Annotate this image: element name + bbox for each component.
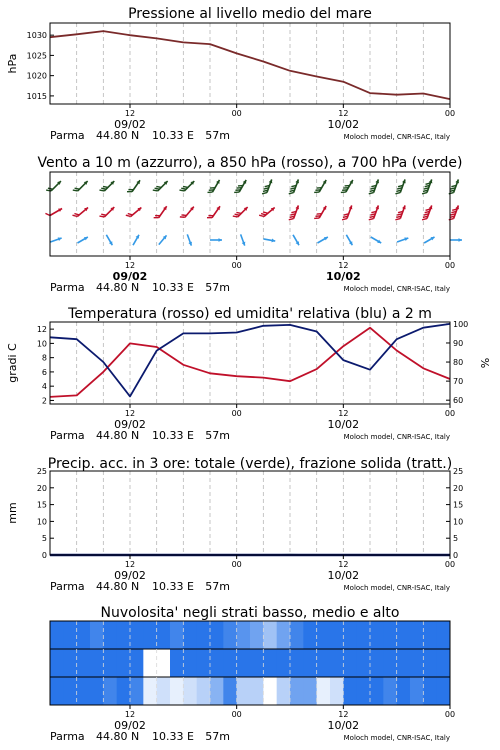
temperature-line [50, 328, 450, 397]
location-name: Parma [50, 129, 85, 142]
location-lat: 44.80 N [96, 429, 140, 442]
cloud-cell [183, 621, 197, 649]
y-axis-label: hPa [6, 53, 19, 74]
cloud-row-medio [50, 649, 451, 677]
wind-barb [207, 206, 220, 217]
wind-barb [179, 181, 194, 191]
x-date-label: 09/02 [114, 418, 146, 431]
x-tick-label: 00 [444, 560, 456, 569]
cloud-cell [277, 677, 291, 705]
wind-feather [262, 193, 267, 194]
y-tick-label: 25 [36, 467, 47, 476]
x-tick-label: 12 [338, 710, 349, 719]
cloud-cell [437, 677, 451, 705]
location-lon: 10.33 E [152, 730, 194, 743]
location-name: Parma [50, 429, 85, 442]
cloud-cell [330, 677, 344, 705]
plot-frame-2 [50, 322, 450, 404]
cloud-cell [130, 677, 144, 705]
cloud-cell [90, 621, 104, 649]
x-tick-label: 12 [124, 560, 136, 569]
y-tick-label: 6 [41, 367, 47, 377]
cloud-cell [423, 649, 437, 677]
wind-feather [101, 188, 106, 189]
chart-title-wind: Vento a 10 m (azzurro), a 850 hPa (rosso), a 700 hPa (verde) [37, 155, 463, 171]
cloud-cell [223, 677, 237, 705]
wind-feather [395, 219, 400, 220]
cloud-cell [423, 677, 437, 705]
wind-barb [45, 209, 62, 216]
wind-barb [106, 235, 112, 245]
cloud-cell [290, 621, 304, 649]
x-tick-label: 00 [444, 261, 456, 270]
x-date-label: 10/02 [327, 418, 360, 431]
chart-title-precipitation: Precip. acc. in 3 ore: totale (verde), frazione solida (tratt.) [47, 456, 453, 472]
wind-barb [77, 237, 87, 243]
cloud-cell [103, 677, 117, 705]
wind-barb [317, 237, 327, 243]
wind-feather [449, 219, 454, 220]
wind-barb [159, 235, 167, 244]
x-date-label: 10/02 [327, 719, 360, 732]
y-tick-label: 15 [36, 500, 47, 510]
wind-feather [73, 190, 78, 191]
cloud-cell [423, 621, 437, 649]
wind-feather [156, 186, 161, 187]
cloud-cell [50, 649, 64, 677]
y-tick-label: 1030 [26, 31, 47, 41]
y-tick-label: 15 [453, 500, 464, 510]
x-tick-label: 00 [444, 710, 456, 719]
cloud-cell [63, 677, 77, 705]
cloud-cell [170, 621, 184, 649]
cloud-cell [90, 677, 104, 705]
cloud-cell [50, 621, 64, 649]
cloud-cell [263, 649, 277, 677]
location-name: Parma [50, 580, 85, 593]
y2-axis-label: % [479, 357, 492, 369]
wind-barb [234, 180, 246, 193]
wind-barb [450, 238, 462, 242]
cloud-cell [410, 649, 424, 677]
wind-feather [179, 190, 184, 191]
model-credit: Moloch model, CNR-ISAC, Italy [343, 584, 450, 592]
cloud-row-alto [50, 621, 451, 649]
cloud-cell [263, 677, 277, 705]
chart-title-temperature: Temperatura (rosso) ed umidita' relativa (blu) a 2 m [68, 306, 432, 322]
humidity-line [50, 324, 450, 397]
cloud-cell [143, 621, 157, 649]
wind-barb [127, 180, 140, 191]
chart-title-cloud: Nuvolosita' negli strati basso, medio e alto [100, 605, 400, 621]
wind-feather [422, 219, 427, 220]
cloud-cell [303, 621, 317, 649]
x-tick-label: 12 [338, 560, 349, 569]
location-elevation: 57m [205, 580, 230, 593]
location-elevation: 57m [205, 281, 230, 294]
chart-title-pressure: Pressione al livello medio del mare [128, 6, 372, 22]
plot-frame-0 [50, 23, 450, 104]
x-date-label: 09/02 [114, 569, 146, 582]
x-tick-label: 00 [231, 261, 242, 270]
cloud-cell [223, 621, 237, 649]
y-tick-label: 90 [453, 338, 464, 348]
wind-feather [99, 190, 104, 191]
wind-barb [187, 234, 192, 245]
location-lat: 44.80 N [96, 580, 140, 593]
wind-barb [263, 239, 275, 243]
wind-feather [103, 186, 108, 187]
cloud-cell [397, 677, 411, 705]
cloud-cell [50, 677, 64, 705]
wind-feather [369, 219, 374, 220]
x-tick-label: 12 [124, 109, 136, 118]
cloud-cell [210, 621, 224, 649]
wind-barb [99, 181, 114, 191]
wind-barb [424, 237, 434, 243]
y-tick-label: 0 [41, 551, 47, 560]
cloud-cell [183, 677, 197, 705]
location-name: Parma [50, 281, 85, 294]
y-tick-label: 70 [453, 377, 464, 387]
cloud-cell [237, 621, 251, 649]
cloud-cell [77, 621, 91, 649]
cloud-cell [77, 677, 91, 705]
cloud-cell [63, 649, 77, 677]
y-tick-label: 8 [41, 353, 47, 363]
location-lon: 10.33 E [152, 580, 194, 593]
y-tick-label: 80 [453, 358, 464, 368]
cloud-cell [330, 621, 344, 649]
x-tick-label: 12 [124, 710, 136, 719]
wind-feather [155, 188, 160, 189]
y-tick-label: 0 [453, 551, 459, 560]
wind-feather [183, 186, 188, 187]
wind-feather [289, 219, 294, 220]
wind-barb [233, 207, 248, 217]
x-date-label: 09/02 [114, 719, 146, 732]
cloud-row-basso [50, 677, 451, 705]
cloud-cell [170, 677, 184, 705]
cloud-cell [63, 621, 77, 649]
cloud-cell [383, 649, 397, 677]
y-tick-label: 10 [36, 339, 47, 349]
y-tick-label: 12 [36, 325, 47, 335]
x-tick-label: 00 [231, 710, 242, 719]
cloud-cell [263, 621, 277, 649]
cloud-cell [383, 677, 397, 705]
x-tick-label: 12 [124, 409, 136, 418]
y-tick-label: 5 [41, 534, 47, 544]
model-credit: Moloch model, CNR-ISAC, Italy [343, 433, 450, 441]
wind-barb [397, 237, 408, 242]
wind-feather [422, 193, 427, 194]
wind-barb [371, 237, 381, 243]
wind-barb [133, 235, 139, 245]
plot-frame-3 [50, 471, 450, 555]
cloud-cell [90, 649, 104, 677]
y-tick-label: 5 [453, 534, 459, 544]
location-elevation: 57m [205, 730, 230, 743]
cloud-cell [370, 677, 384, 705]
wind-barb [314, 180, 326, 193]
location-lon: 10.33 E [152, 129, 194, 142]
location-elevation: 57m [205, 429, 230, 442]
wind-barb [153, 181, 168, 191]
y-tick-label: 10 [453, 517, 464, 527]
x-tick-label: 00 [231, 409, 242, 418]
cloud-cell [117, 649, 131, 677]
wind-feather [289, 193, 294, 194]
wind-barb [314, 206, 326, 219]
cloud-cell [130, 621, 144, 649]
cloud-cell [330, 649, 344, 677]
cloud-cell [143, 649, 157, 677]
wind-feather [45, 213, 50, 215]
wind-barb [259, 208, 275, 217]
cloud-cell [397, 621, 411, 649]
cloud-cell [210, 677, 224, 705]
wind-barb [73, 181, 88, 191]
wind-feather [101, 214, 106, 215]
cloud-cell [383, 621, 397, 649]
wind-feather [181, 188, 186, 189]
cloud-cell [317, 677, 331, 705]
x-date-label: 09/02 [112, 270, 148, 283]
cloud-cell [170, 649, 184, 677]
wind-barb [346, 235, 352, 245]
location-name: Parma [50, 730, 85, 743]
cloud-cell [77, 649, 91, 677]
x-tick-label: 00 [444, 409, 456, 418]
location-lon: 10.33 E [152, 429, 194, 442]
wind-barb [210, 238, 222, 242]
location-elevation: 57m [205, 129, 230, 142]
wind-head [458, 238, 462, 242]
pressure-line [50, 31, 450, 99]
wind-barb [241, 234, 246, 245]
cloud-cell [410, 621, 424, 649]
cloud-cell [343, 649, 357, 677]
wind-feather [449, 193, 454, 194]
x-tick-label: 00 [231, 560, 242, 569]
x-tick-label: 00 [444, 109, 456, 118]
wind-feather [369, 193, 374, 194]
y-tick-label: 2 [41, 396, 47, 406]
y-axis-label: mm [6, 502, 19, 524]
cloud-cell [223, 649, 237, 677]
wind-barb [50, 237, 61, 242]
wind-barb [46, 181, 61, 191]
cloud-cell [103, 621, 117, 649]
cloud-cell [130, 649, 144, 677]
wind-barb [208, 180, 220, 193]
wind-feather [99, 216, 104, 217]
cloud-cell [117, 677, 131, 705]
cloud-cell [290, 677, 304, 705]
cloud-cell [357, 621, 371, 649]
cloud-cell [357, 649, 371, 677]
wind-feather [153, 190, 158, 191]
y-tick-label: 1025 [26, 51, 47, 61]
location-lat: 44.80 N [96, 281, 140, 294]
model-credit: Moloch model, CNR-ISAC, Italy [343, 133, 450, 141]
cloud-cell [197, 649, 211, 677]
cloud-cell [343, 621, 357, 649]
wind-feather [395, 193, 400, 194]
x-tick-label: 12 [338, 409, 349, 418]
cloud-cell [157, 621, 171, 649]
wind-feather [342, 219, 347, 220]
cloud-cell [437, 649, 451, 677]
cloud-cell [183, 649, 197, 677]
cloud-cell [397, 649, 411, 677]
y-tick-label: 10 [36, 517, 47, 527]
y-axis-label: gradi C [6, 343, 19, 383]
wind-barb [72, 208, 88, 217]
cloud-cell [410, 677, 424, 705]
y-tick-label: 60 [453, 396, 464, 406]
cloud-cell [343, 677, 357, 705]
location-lon: 10.33 E [152, 281, 194, 294]
cloud-cell [103, 649, 117, 677]
model-credit: Moloch model, CNR-ISAC, Italy [343, 285, 450, 293]
y-tick-label: 4 [41, 382, 47, 392]
wind-head [218, 238, 222, 242]
x-date-label: 10/02 [327, 569, 360, 582]
cloud-cell [197, 621, 211, 649]
cloud-cell [117, 621, 131, 649]
location-lat: 44.80 N [96, 730, 140, 743]
cloud-cell [317, 649, 331, 677]
cloud-cell [370, 649, 384, 677]
location-lat: 44.80 N [96, 129, 140, 142]
wind-feather [233, 216, 238, 217]
model-credit: Moloch model, CNR-ISAC, Italy [343, 734, 450, 742]
wind-barb [293, 235, 299, 245]
x-date-label: 09/02 [114, 118, 146, 131]
cloud-cell [317, 621, 331, 649]
wind-barb [180, 207, 194, 218]
cloud-cell [237, 677, 251, 705]
wind-barb [154, 206, 167, 217]
cloud-cell [143, 677, 157, 705]
x-tick-label: 00 [231, 109, 242, 118]
wind-feather [235, 214, 240, 215]
y-tick-label: 20 [36, 483, 47, 493]
cloud-cell [237, 649, 251, 677]
y-tick-label: 1015 [26, 91, 47, 101]
wind-barb [99, 207, 114, 217]
x-tick-label: 12 [124, 261, 136, 270]
cloud-cell [250, 621, 264, 649]
wind-feather [263, 212, 268, 213]
y-tick-label: 20 [453, 483, 464, 493]
wind-feather [236, 212, 241, 213]
wind-series-2 [50, 234, 462, 245]
wind-barb [341, 180, 353, 193]
x-tick-label: 12 [338, 109, 349, 118]
cloud-cell [370, 621, 384, 649]
y-tick-label: 25 [453, 467, 464, 476]
cloud-cell [197, 677, 211, 705]
wind-feather [261, 214, 266, 215]
wind-feather [74, 214, 79, 215]
cloud-cell [277, 621, 291, 649]
cloud-cell [437, 621, 451, 649]
wind-feather [75, 188, 80, 189]
y-tick-label: 100 [453, 319, 469, 329]
wind-barb [126, 208, 142, 217]
wind-feather [128, 214, 133, 215]
cloud-cell [303, 649, 317, 677]
cloud-cell [250, 649, 264, 677]
cloud-cell [157, 677, 171, 705]
cloud-cell [250, 677, 264, 705]
cloud-cell [303, 677, 317, 705]
cloud-cell [210, 649, 224, 677]
y-tick-label: 1020 [26, 71, 47, 81]
cloud-cell [290, 649, 304, 677]
cloud-cell [277, 649, 291, 677]
x-tick-label: 12 [338, 261, 349, 270]
x-date-label: 10/02 [327, 118, 360, 131]
cloud-cell [157, 649, 171, 677]
x-date-label: 10/02 [326, 270, 361, 283]
cloud-cell [357, 677, 371, 705]
